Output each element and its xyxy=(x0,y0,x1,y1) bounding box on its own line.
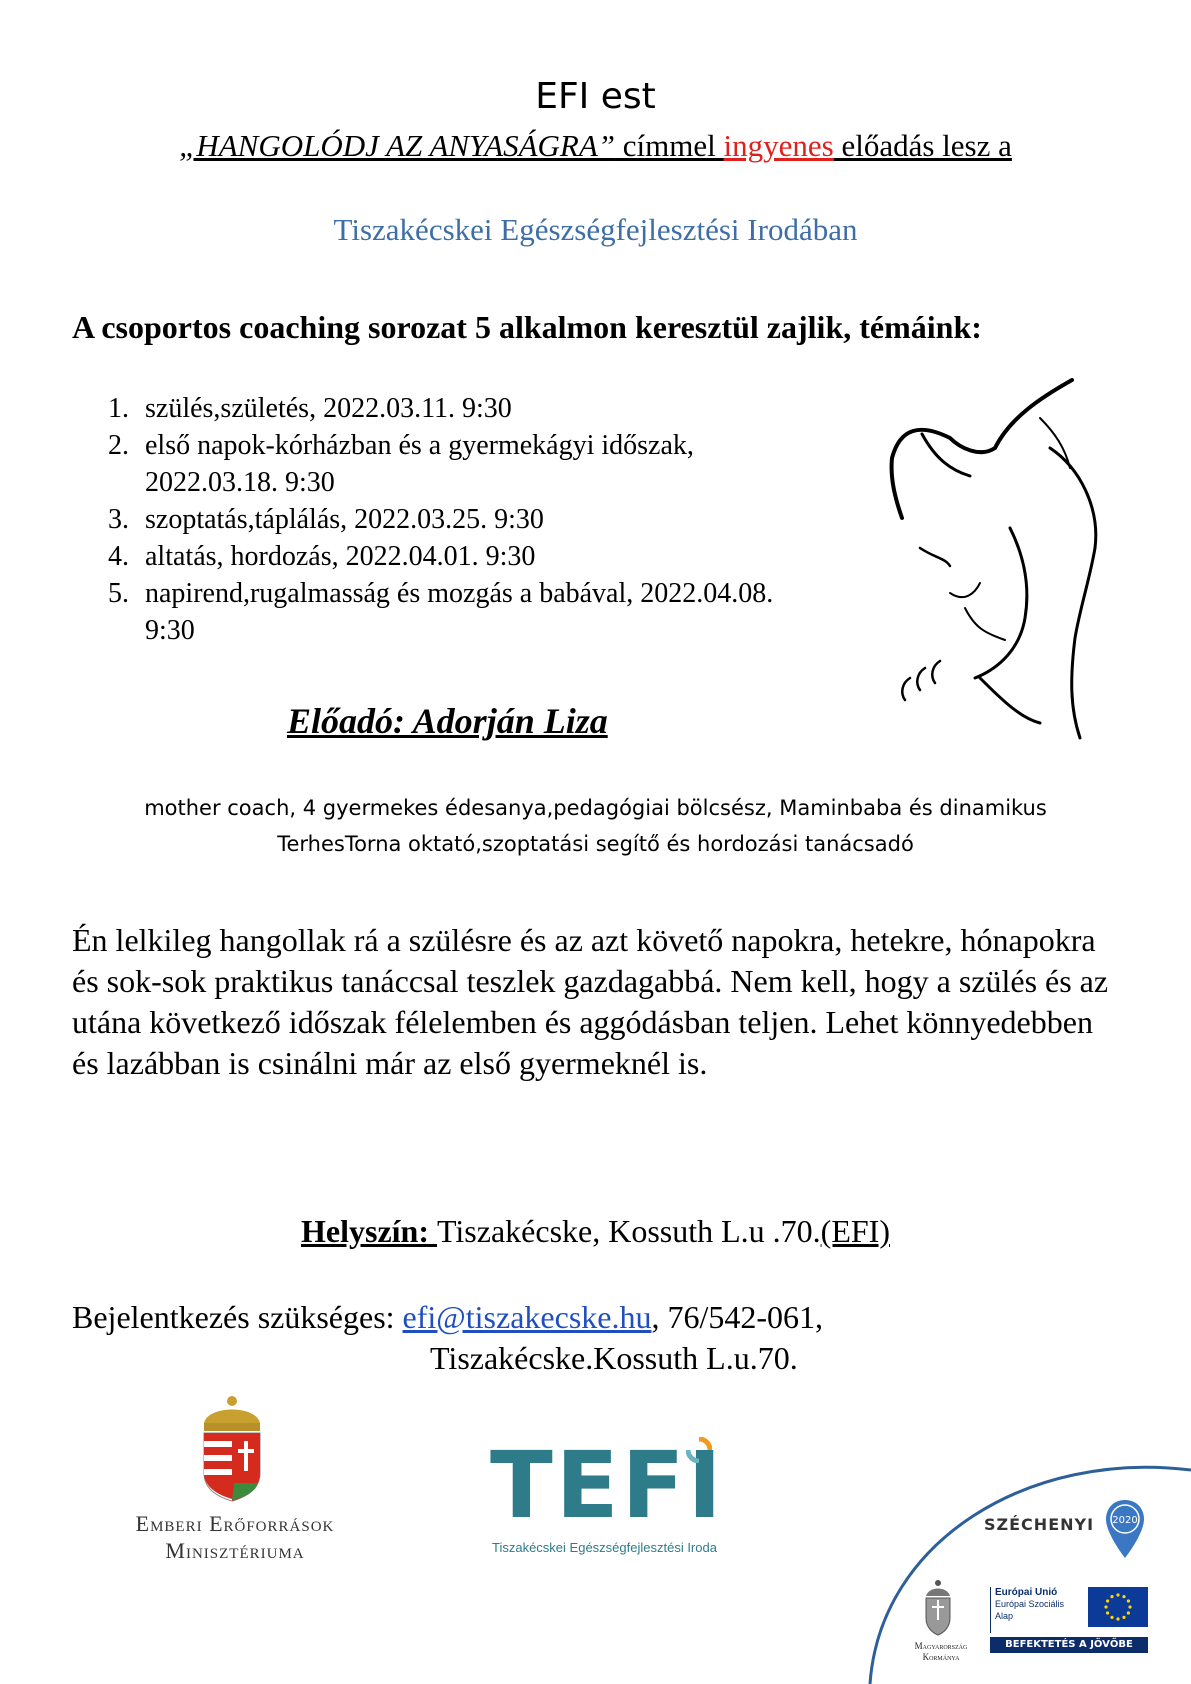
register-address: Tiszakécske.Kossuth L.u.70. xyxy=(430,1340,798,1376)
government-crest-icon xyxy=(923,1578,953,1636)
free-highlight: ingyenes xyxy=(723,128,834,163)
description-paragraph: Én lelkileg hangollak rá a szülésre és az azt követő napokra, hetekre, hónapokra és sok-sok praktikus tanáccsal teszlek gazdagabbá. Nem kell, hogy a szülés és az utána következő időszak félelemben és aggódásban teljen. Lehet könnyedebben és lazábban is csinálni már az első gyermeknél is. xyxy=(72,922,1109,1081)
register-label: Bejelentkezés szükséges: xyxy=(72,1299,403,1335)
list-item: 1. szülés,születés, 2022.03.11. 9:30 xyxy=(108,393,512,424)
office-name: Tiszakécskei Egészségfejlesztési Irodában xyxy=(333,212,858,247)
government-logo-text: Magyarország Kormánya xyxy=(914,1641,968,1662)
list-item: 2. első napok-kórházban és a gyermekágyi időszak, 2022.03.18. 9:30 xyxy=(108,430,694,498)
svg-text:2020: 2020 xyxy=(1112,1515,1138,1526)
event-name: „HANGOLÓDJ AZ ANYASÁGRA” xyxy=(179,128,616,163)
poster-subtitle xyxy=(0,128,1191,164)
tefi-logo-subtitle: Tiszakécskei Egészségfejlesztési Iroda xyxy=(492,1540,717,1555)
venue-address: Tiszakécske, Kossuth L.u .70. xyxy=(436,1213,821,1249)
list-item: 4. altatás, hordozás, 2022.04.01. 9:30 xyxy=(108,541,536,572)
mother-baby-drawing xyxy=(880,378,1105,748)
series-heading: A csoportos coaching sorozat 5 alkalmon keresztül zajlik, témáink: xyxy=(72,309,982,345)
list-item: 3. szoptatás,táplálás, 2022.03.25. 9:30 xyxy=(108,504,544,535)
presenter-bio: mother coach, 4 gyermekes édesanya,pedagógiai bölcsész, Maminbaba és dinamikus TerhesTorna oktató,szoptatási segítő és hordozási tanácsadó xyxy=(144,796,1047,856)
poster-title: EFI est xyxy=(535,76,656,117)
eu-flag-icon xyxy=(1088,1587,1148,1627)
emmi-logo-text: Emberi Erőforrások Minisztériuma xyxy=(135,1511,335,1563)
szechenyi-pin-icon xyxy=(1104,1498,1146,1560)
coat-of-arms-icon xyxy=(198,1393,266,1503)
subtitle-mid: címmel xyxy=(615,128,724,163)
venue-line xyxy=(0,1213,1191,1250)
registration-block xyxy=(72,1297,823,1379)
phone-number: , 76/542-061, xyxy=(651,1299,824,1335)
list-item: 5. napirend,rugalmasság és mozgás a babával, 2022.04.08. 9:30 xyxy=(108,578,774,646)
szechenyi-logo-text: SZÉCHENYI xyxy=(984,1515,1095,1534)
eu-logo-box: Európai Unió Európai Szociális Alap xyxy=(990,1587,1148,1639)
subtitle-end: előadás lesz a xyxy=(833,128,1012,163)
email-link[interactable]: efi@tiszakecske.hu xyxy=(402,1299,652,1335)
venue-suffix: (EFI) xyxy=(820,1213,890,1249)
venue-label: Helyszín: xyxy=(301,1213,437,1249)
tefi-swirl-icon xyxy=(686,1437,712,1463)
tefi-logo-word: TEFI xyxy=(490,1432,725,1539)
session-list xyxy=(108,390,808,649)
invest-banner: BEFEKTETÉS A JÖVŐBE xyxy=(990,1637,1148,1653)
presenter-name: Előadó: Adorján Liza xyxy=(287,701,608,741)
